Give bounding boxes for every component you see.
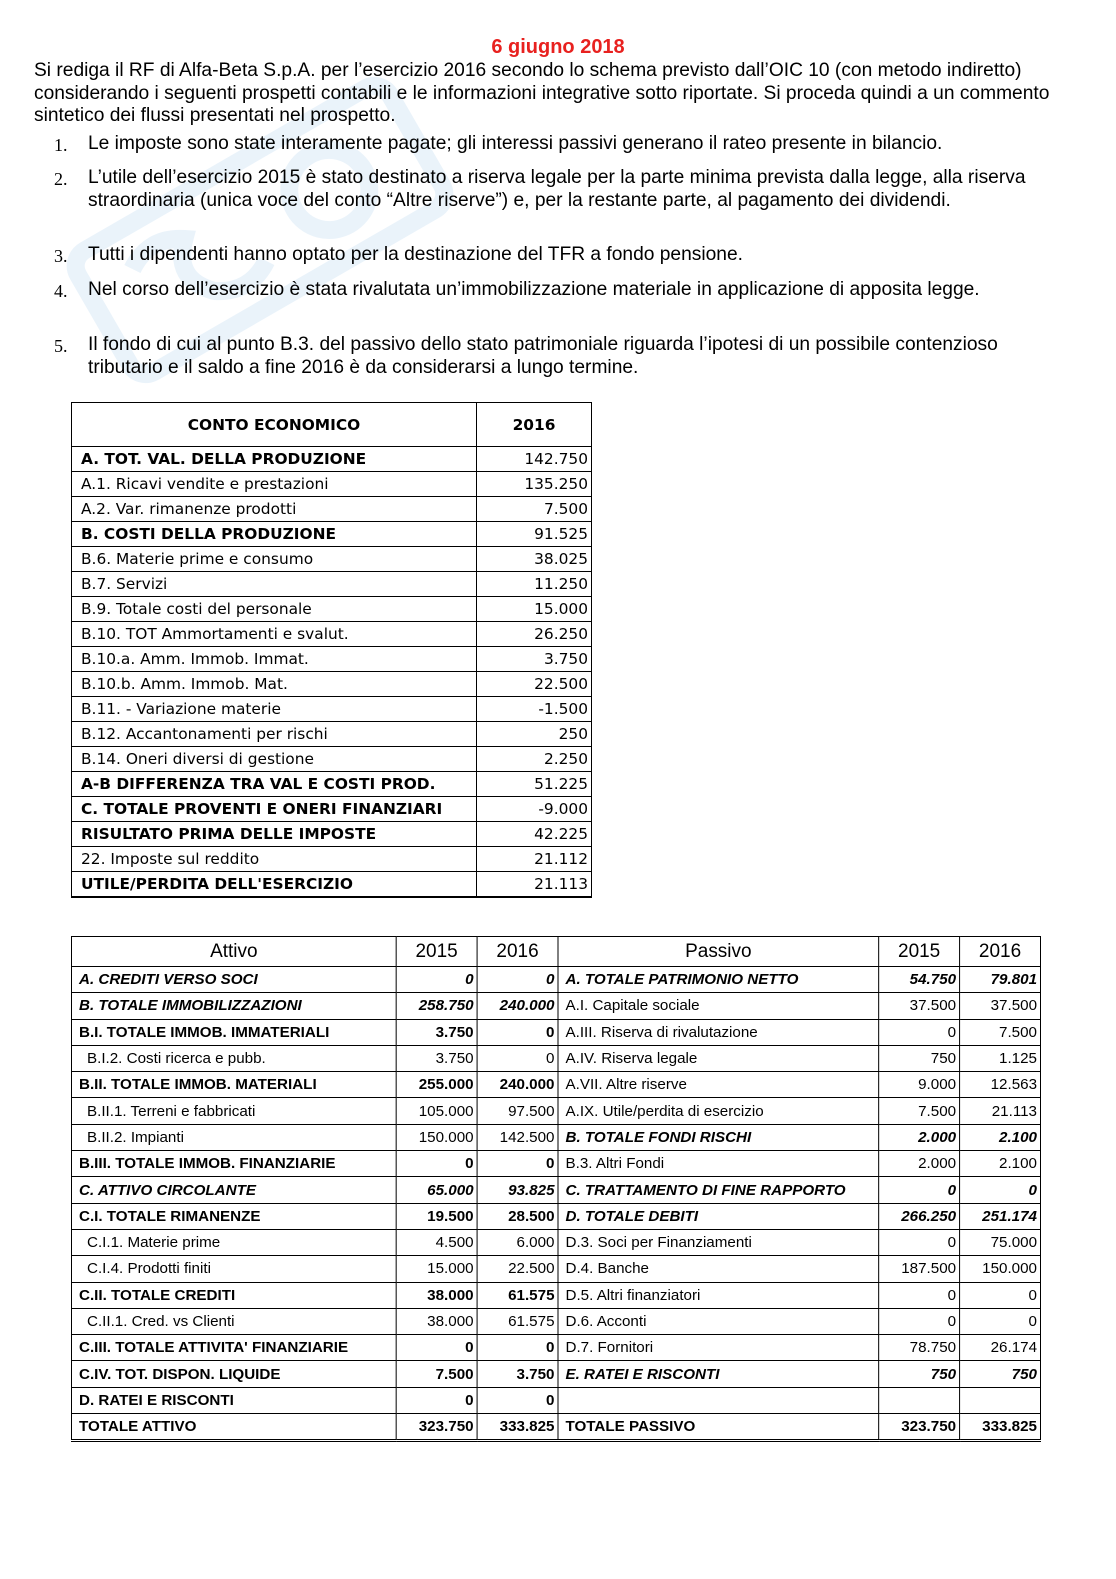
sp-passivo-2015: 0 [879, 1229, 960, 1255]
sp-attivo-2015: 19.500 [396, 1203, 477, 1229]
sp-attivo-label: C.II.1. Cred. vs Clienti [71, 1308, 396, 1334]
sp-passivo-2016 [960, 1387, 1041, 1413]
ce-row-label: 22. Imposte sul reddito [72, 847, 477, 872]
sp-passivo-2016: 12.563 [960, 1072, 1041, 1098]
table-row [72, 547, 592, 572]
sp-attivo-2016: 0 [477, 967, 558, 993]
ce-row-value: 38.025 [477, 547, 592, 572]
intro-paragraph: Si rediga il RF di Alfa-Beta S.p.A. per l’esercizio 2016 secondo lo schema previsto dall’OIC 10 (con metodo indiretto) considerando i seguenti prospetti contabili e le informazioni integrative sotto riportate. Si proceda quindi a un commento sintetico dei flussi presentati nel prospetto. [34, 60, 1050, 126]
sp-passivo-2015: 37.500 [879, 993, 960, 1019]
table-row [72, 472, 592, 497]
sp-passivo-2016: 150.000 [960, 1256, 1041, 1282]
sp-passivo-label: A.VII. Altre riserve [558, 1072, 879, 1098]
sp-passivo-2016: 75.000 [960, 1229, 1041, 1255]
sp-attivo-2015: 65.000 [396, 1177, 477, 1203]
ce-row-value: 2.250 [477, 747, 592, 772]
ce-header-year: 2016 [477, 403, 592, 447]
ce-row-value: -9.000 [477, 797, 592, 822]
sp-attivo-2016: 0 [477, 1045, 558, 1071]
sp-passivo-label: D.5. Altri finanziatori [558, 1282, 879, 1308]
table-row [72, 622, 592, 647]
sp-passivo-2016: 251.174 [960, 1203, 1041, 1229]
table-row [71, 1045, 1040, 1071]
table-row [71, 1151, 1040, 1177]
ce-row-label: A.2. Var. rimanenze prodotti [72, 497, 477, 522]
table-row [72, 672, 592, 697]
sp-attivo-2016: 93.825 [477, 1177, 558, 1203]
list-item [34, 334, 1074, 379]
stato-patrimoniale-table [71, 936, 1041, 1442]
sp-passivo-2016: 37.500 [960, 993, 1041, 1019]
item-text: Il fondo di cui al punto B.3. del passivo dello stato patrimoniale riguarda l’ipotesi di un possibile contenzioso tributario e il saldo a fine 2016 è da considerarsi a lungo termine. [88, 334, 998, 378]
sp-attivo-2016: 0 [477, 1151, 558, 1177]
sp-attivo-2015: 7.500 [396, 1361, 477, 1387]
sp-attivo-label: B.II.1. Terreni e fabbricati [71, 1098, 396, 1124]
sp-passivo-2016: 7.500 [960, 1019, 1041, 1045]
ce-row-value: 26.250 [477, 622, 592, 647]
ce-row-value: 142.750 [477, 447, 592, 472]
ce-row-value: 51.225 [477, 772, 592, 797]
table-row [71, 1124, 1040, 1150]
sp-passivo-2015: 2.000 [879, 1151, 960, 1177]
sp-attivo-2015: 3.750 [396, 1045, 477, 1071]
ce-row-value: -1.500 [477, 697, 592, 722]
sp-attivo-label: C.I.4. Prodotti finiti [71, 1256, 396, 1282]
ce-body [72, 447, 592, 898]
sp-passivo-label: TOTALE PASSIVO [558, 1414, 879, 1441]
sp-attivo-label: C.I. TOTALE RIMANENZE [71, 1203, 396, 1229]
table-row [71, 1335, 1040, 1361]
item-number: 4. [54, 281, 68, 301]
sp-passivo-2016: 0 [960, 1177, 1041, 1203]
sp-passivo-label: A. TOTALE PATRIMONIO NETTO [558, 967, 879, 993]
table-row [72, 697, 592, 722]
list-item [34, 133, 1074, 156]
sp-attivo-2015: 150.000 [396, 1124, 477, 1150]
conto-economico-table [71, 402, 592, 898]
table-row [72, 647, 592, 672]
table-row [71, 1019, 1040, 1045]
sp-passivo-2016: 2.100 [960, 1124, 1041, 1150]
table-row [72, 722, 592, 747]
sp-passivo-2016: 1.125 [960, 1045, 1041, 1071]
sp-attivo-2015: 0 [396, 1387, 477, 1413]
ce-row-label: B.6. Materie prime e consumo [72, 547, 477, 572]
ce-row-label: A-B DIFFERENZA TRA VAL E COSTI PROD. [72, 772, 477, 797]
ce-row-value: 21.113 [477, 872, 592, 898]
sp-passivo-label: B. TOTALE FONDI RISCHI [558, 1124, 879, 1150]
table-row [71, 967, 1040, 993]
sp-passivo-2015: 7.500 [879, 1098, 960, 1124]
sp-attivo-2015: 0 [396, 1151, 477, 1177]
sp-header-year-2015: 2015 [879, 937, 960, 967]
sp-passivo-label: D.3. Soci per Finanziamenti [558, 1229, 879, 1255]
item-text: Tutti i dipendenti hanno optato per la destinazione del TFR a fondo pensione. [88, 244, 743, 265]
sp-attivo-2015: 3.750 [396, 1019, 477, 1045]
sp-attivo-2016: 0 [477, 1019, 558, 1045]
table-row [71, 1414, 1040, 1441]
table-row [72, 797, 592, 822]
sp-attivo-2015: 15.000 [396, 1256, 477, 1282]
sp-passivo-2015: 0 [879, 1308, 960, 1334]
sp-passivo-2015: 750 [879, 1045, 960, 1071]
table-row [71, 1098, 1040, 1124]
sp-passivo-label: A.IV. Riserva legale [558, 1045, 879, 1071]
sp-body [71, 967, 1040, 1441]
item-number: 2. [54, 169, 68, 189]
sp-header-attivo: Attivo [71, 937, 396, 967]
sp-passivo-2015: 54.750 [879, 967, 960, 993]
sp-attivo-label: B.I. TOTALE IMMOB. IMMATERIALI [71, 1019, 396, 1045]
ce-row-label: B.11. - Variazione materie [72, 697, 477, 722]
sp-passivo-label: C. TRATTAMENTO DI FINE RAPPORTO [558, 1177, 879, 1203]
ce-row-label: UTILE/PERDITA DELL'ESERCIZIO [72, 872, 477, 898]
sp-attivo-2015: 0 [396, 967, 477, 993]
sp-passivo-2015: 323.750 [879, 1414, 960, 1441]
sp-attivo-label: C.II. TOTALE CREDITI [71, 1282, 396, 1308]
item-text: Nel corso dell’esercizio è stata rivalutata un’immobilizzazione materiale in applicazione di apposita legge. [88, 279, 980, 300]
sp-attivo-2015: 0 [396, 1335, 477, 1361]
ce-row-label: B.10. TOT Ammortamenti e svalut. [72, 622, 477, 647]
sp-attivo-2016: 22.500 [477, 1256, 558, 1282]
ce-header-label: CONTO ECONOMICO [72, 403, 477, 447]
sp-passivo-label: D.4. Banche [558, 1256, 879, 1282]
sp-attivo-2016: 0 [477, 1335, 558, 1361]
sp-attivo-2015: 38.000 [396, 1282, 477, 1308]
sp-attivo-label: C.IV. TOT. DISPON. LIQUIDE [71, 1361, 396, 1387]
table-row [72, 872, 592, 898]
item-text: Le imposte sono state interamente pagate; gli interessi passivi generano il rateo presente in bilancio. [88, 133, 943, 154]
sp-passivo-label [558, 1387, 879, 1413]
sp-attivo-label: C.I.1. Materie prime [71, 1229, 396, 1255]
table-row [71, 1387, 1040, 1413]
ce-row-label: B.10.a. Amm. Immob. Immat. [72, 647, 477, 672]
sp-attivo-label: A. CREDITI VERSO SOCI [71, 967, 396, 993]
sp-passivo-label: B.3. Altri Fondi [558, 1151, 879, 1177]
table-row [72, 522, 592, 547]
item-number: 1. [54, 135, 68, 155]
ce-row-label: B.14. Oneri diversi di gestione [72, 747, 477, 772]
sp-passivo-2016: 333.825 [960, 1414, 1041, 1441]
sp-attivo-2016: 61.575 [477, 1282, 558, 1308]
table-row [71, 1256, 1040, 1282]
sp-passivo-2016: 0 [960, 1282, 1041, 1308]
sp-attivo-label: B.II.2. Impianti [71, 1124, 396, 1150]
ce-row-label: B.7. Servizi [72, 572, 477, 597]
table-row [72, 847, 592, 872]
sp-passivo-label: D.6. Acconti [558, 1308, 879, 1334]
table-header-row [71, 937, 1040, 967]
sp-passivo-2015: 0 [879, 1019, 960, 1045]
sp-attivo-label: B.III. TOTALE IMMOB. FINANZIARIE [71, 1151, 396, 1177]
ce-row-label: B. COSTI DELLA PRODUZIONE [72, 522, 477, 547]
ce-row-label: B.10.b. Amm. Immob. Mat. [72, 672, 477, 697]
sp-passivo-2015 [879, 1387, 960, 1413]
table-row [71, 1282, 1040, 1308]
sp-passivo-label: D. TOTALE DEBITI [558, 1203, 879, 1229]
sp-attivo-2015: 105.000 [396, 1098, 477, 1124]
sp-attivo-2015: 323.750 [396, 1414, 477, 1441]
sp-passivo-2015: 2.000 [879, 1124, 960, 1150]
ce-row-label: C. TOTALE PROVENTI E ONERI FINANZIARI [72, 797, 477, 822]
sp-passivo-label: A.III. Riserva di rivalutazione [558, 1019, 879, 1045]
sp-passivo-2015: 750 [879, 1361, 960, 1387]
ce-row-value: 22.500 [477, 672, 592, 697]
sp-passivo-2015: 266.250 [879, 1203, 960, 1229]
table-row [71, 1229, 1040, 1255]
sp-passivo-2015: 9.000 [879, 1072, 960, 1098]
sp-header-year-2015: 2015 [396, 937, 477, 967]
sp-passivo-2015: 0 [879, 1282, 960, 1308]
ce-row-value: 3.750 [477, 647, 592, 672]
sp-attivo-2016: 0 [477, 1387, 558, 1413]
sp-passivo-2016: 21.113 [960, 1098, 1041, 1124]
table-row [72, 572, 592, 597]
list-item [34, 167, 1074, 212]
sp-attivo-label: C.III. TOTALE ATTIVITA' FINANZIARIE [71, 1335, 396, 1361]
sp-header-passivo: Passivo [558, 937, 879, 967]
table-row [71, 1177, 1040, 1203]
sp-passivo-label: D.7. Fornitori [558, 1335, 879, 1361]
sp-passivo-label: A.I. Capitale sociale [558, 993, 879, 1019]
sp-attivo-2016: 61.575 [477, 1308, 558, 1334]
table-row [71, 1203, 1040, 1229]
sp-passivo-2016: 0 [960, 1308, 1041, 1334]
table-row [72, 822, 592, 847]
ce-row-label: A.1. Ricavi vendite e prestazioni [72, 472, 477, 497]
sp-attivo-2016: 333.825 [477, 1414, 558, 1441]
sp-attivo-2015: 255.000 [396, 1072, 477, 1098]
item-number: 5. [54, 336, 68, 356]
sp-attivo-label: C. ATTIVO CIRCOLANTE [71, 1177, 396, 1203]
sp-passivo-2016: 750 [960, 1361, 1041, 1387]
table-row [71, 993, 1040, 1019]
sp-attivo-2015: 38.000 [396, 1308, 477, 1334]
ce-row-value: 250 [477, 722, 592, 747]
sp-attivo-label: TOTALE ATTIVO [71, 1414, 396, 1441]
sp-attivo-2016: 240.000 [477, 993, 558, 1019]
ce-row-value: 91.525 [477, 522, 592, 547]
sp-header-year-2016: 2016 [960, 937, 1041, 967]
table-row [71, 1308, 1040, 1334]
sp-attivo-2016: 6.000 [477, 1229, 558, 1255]
table-row [72, 597, 592, 622]
sp-attivo-label: B.I.2. Costi ricerca e pubb. [71, 1045, 396, 1071]
ce-row-label: B.12. Accantonamenti per rischi [72, 722, 477, 747]
ce-row-value: 42.225 [477, 822, 592, 847]
sp-passivo-2015: 0 [879, 1177, 960, 1203]
table-row [72, 447, 592, 472]
ce-row-value: 15.000 [477, 597, 592, 622]
table-header-row [72, 403, 592, 447]
page-title: 6 giugno 2018 [491, 36, 625, 58]
ce-row-label: A. TOT. VAL. DELLA PRODUZIONE [72, 447, 477, 472]
sp-attivo-2016: 97.500 [477, 1098, 558, 1124]
sp-passivo-2016: 26.174 [960, 1335, 1041, 1361]
ce-row-value: 11.250 [477, 572, 592, 597]
sp-attivo-label: B.II. TOTALE IMMOB. MATERIALI [71, 1072, 396, 1098]
table-row [72, 747, 592, 772]
item-text: L’utile dell’esercizio 2015 è stato destinato a riserva legale per la parte minima prevista dalla legge, alla riserva straordinaria (unica voce del conto “Altre riserve”) e, per la restante parte, al pagamento dei dividendi. [88, 167, 1026, 211]
item-number: 3. [54, 246, 68, 266]
sp-attivo-2015: 4.500 [396, 1229, 477, 1255]
ce-row-label: B.9. Totale costi del personale [72, 597, 477, 622]
sp-attivo-2015: 258.750 [396, 993, 477, 1019]
ce-row-value: 7.500 [477, 497, 592, 522]
sp-passivo-label: E. RATEI E RISCONTI [558, 1361, 879, 1387]
sp-attivo-label: D. RATEI E RISCONTI [71, 1387, 396, 1413]
sp-header-year-2016: 2016 [477, 937, 558, 967]
sp-passivo-2015: 78.750 [879, 1335, 960, 1361]
sp-attivo-label: B. TOTALE IMMOBILIZZAZIONI [71, 993, 396, 1019]
sp-passivo-2015: 187.500 [879, 1256, 960, 1282]
sp-attivo-2016: 3.750 [477, 1361, 558, 1387]
ce-row-value: 21.112 [477, 847, 592, 872]
ce-row-value: 135.250 [477, 472, 592, 497]
table-row [72, 772, 592, 797]
list-item [34, 279, 1074, 302]
table-row [72, 497, 592, 522]
sp-passivo-2016: 2.100 [960, 1151, 1041, 1177]
sp-attivo-2016: 240.000 [477, 1072, 558, 1098]
list-item [34, 244, 1074, 267]
sp-attivo-2016: 28.500 [477, 1203, 558, 1229]
sp-passivo-label: A.IX. Utile/perdita di esercizio [558, 1098, 879, 1124]
sp-passivo-2016: 79.801 [960, 967, 1041, 993]
sp-attivo-2016: 142.500 [477, 1124, 558, 1150]
table-row [71, 1361, 1040, 1387]
ce-row-label: RISULTATO PRIMA DELLE IMPOSTE [72, 822, 477, 847]
table-row [71, 1072, 1040, 1098]
